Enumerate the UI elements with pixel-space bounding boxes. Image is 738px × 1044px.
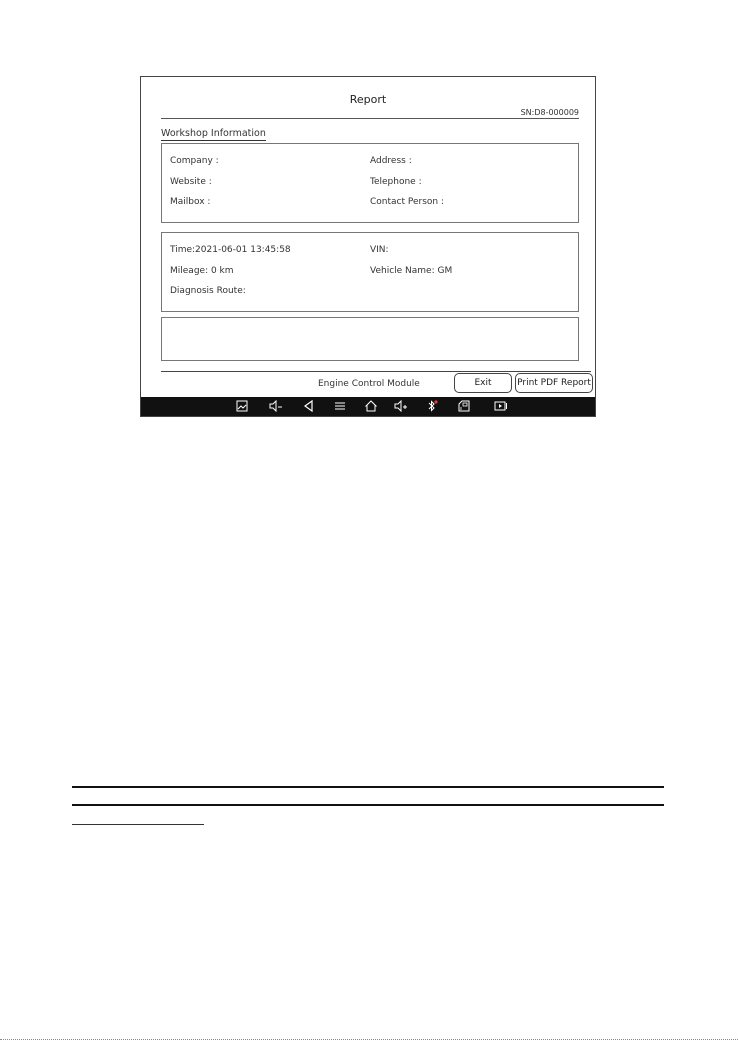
document-rule-bottom	[72, 804, 664, 806]
menu-icon[interactable]	[333, 399, 347, 413]
module-name: Engine Control Module	[318, 379, 420, 389]
diagnosis-route-label: Diagnosis Route:	[170, 286, 246, 296]
vehicle-info-panel	[161, 232, 579, 312]
report-screen	[140, 76, 596, 417]
serial-number: SN:D8-000009	[520, 108, 579, 117]
workshop-info-panel	[161, 143, 579, 223]
vin-label: VIN:	[370, 245, 389, 255]
vehicle-name-value: Vehicle Name: GM	[370, 266, 453, 276]
print-pdf-report-button[interactable]: Print PDF Report	[515, 373, 593, 393]
vci-icon[interactable]	[457, 399, 471, 413]
screenshot-icon[interactable]	[235, 399, 249, 413]
back-icon[interactable]	[302, 399, 316, 413]
notes-panel	[161, 317, 579, 361]
time-value: Time:2021-06-01 13:45:58	[170, 245, 291, 255]
home-icon[interactable]	[364, 399, 378, 413]
mailbox-label: Mailbox :	[170, 197, 211, 207]
volume-up-icon[interactable]	[394, 399, 408, 413]
volume-down-icon[interactable]	[269, 399, 283, 413]
page-edge	[0, 1039, 738, 1040]
mileage-value: Mileage: 0 km	[170, 266, 234, 276]
document-underline	[72, 824, 204, 825]
exit-button[interactable]: Exit	[454, 373, 512, 393]
address-label: Address :	[370, 156, 412, 166]
website-label: Website :	[170, 177, 212, 187]
page-title: Report	[349, 93, 387, 106]
title-divider	[161, 118, 579, 119]
workshop-section-label: Workshop Information	[161, 128, 266, 139]
contact-person-label: Contact Person :	[370, 197, 445, 207]
footer-divider	[161, 371, 591, 372]
bluetooth-icon[interactable]	[425, 399, 439, 413]
screen-record-icon[interactable]	[494, 399, 508, 413]
document-rule-top	[72, 786, 664, 788]
telephone-label: Telephone :	[370, 177, 422, 187]
company-label: Company :	[170, 156, 219, 166]
system-navigation-bar	[141, 397, 595, 416]
